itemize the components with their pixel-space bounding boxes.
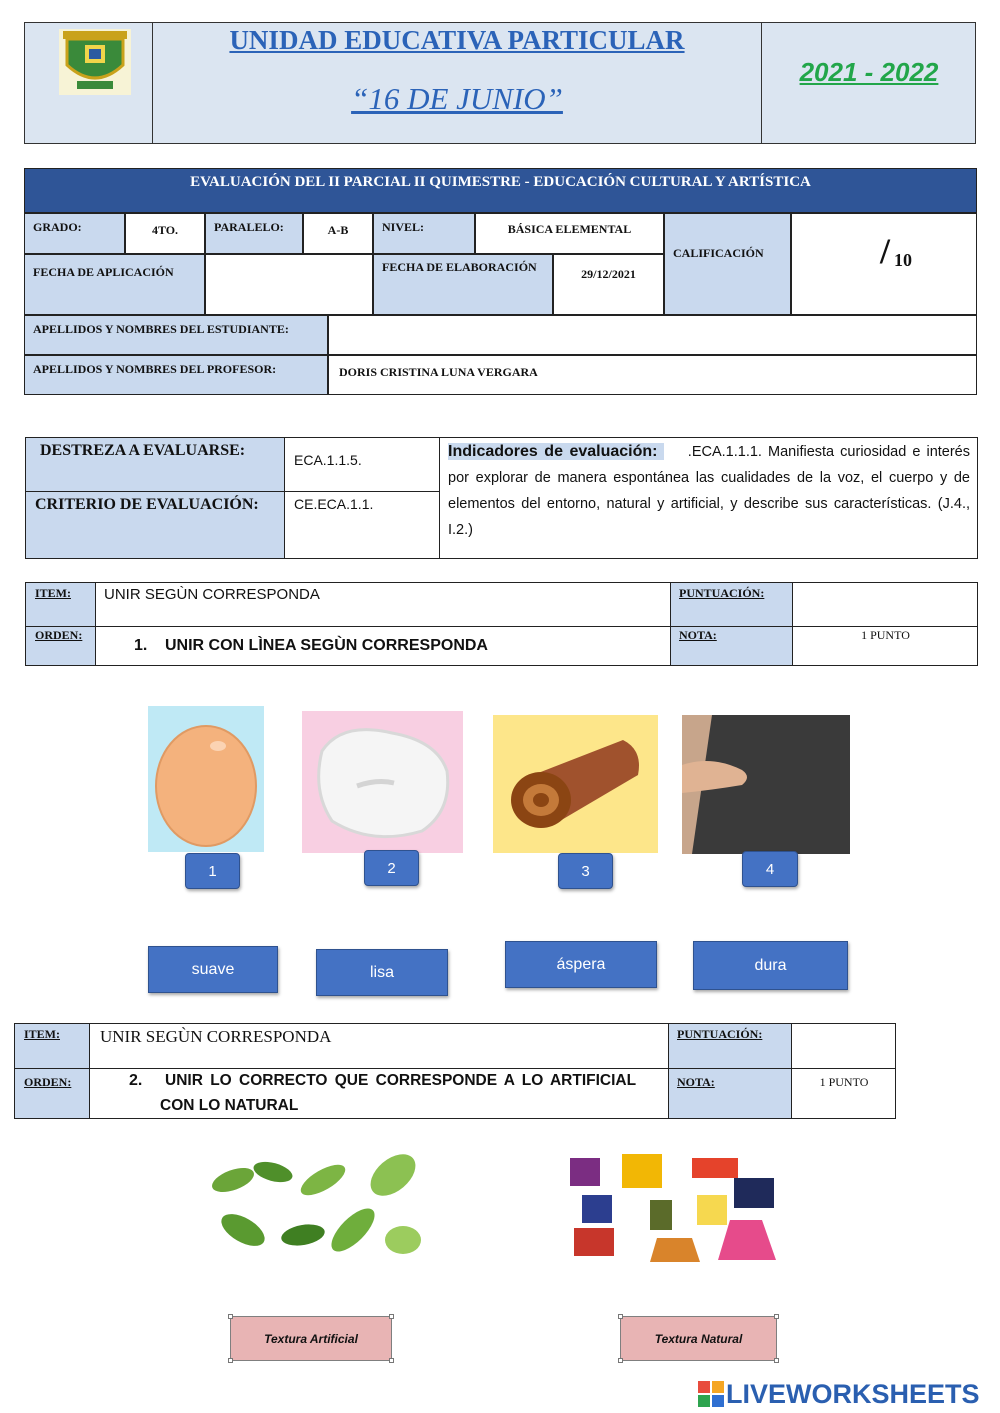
indicadores-label: Indicadores de evaluación: <box>448 443 664 460</box>
fecha-elaboracion-value: 29/12/2021 <box>553 254 664 315</box>
grado-label: GRADO: <box>24 213 125 254</box>
criterio-value: CE.ECA.1.1. <box>294 496 374 512</box>
handle <box>389 1314 394 1319</box>
handle <box>228 1358 233 1363</box>
exam-info-grid <box>24 213 977 395</box>
indicadores-text: .ECA.1.1.1. Manifiesta curiosidad e interés por explorar de manera espontánea las cualidades de la voz, el cuerpo y de elementos del entorno, natural y artificial, y describe sus características. (J.4., I.2.) <box>448 444 970 538</box>
brand-text: LIVEWORKSHEETS <box>726 1378 980 1409</box>
leaves-picture <box>203 1150 423 1270</box>
clothes-picture <box>562 1150 788 1268</box>
handle <box>389 1358 394 1363</box>
handle <box>774 1358 779 1363</box>
paralelo-label: PARALELO: <box>205 213 303 254</box>
word-lisa: lisa <box>316 949 448 996</box>
item2-orden-label: ORDEN: <box>24 1075 72 1089</box>
destreza-label: DESTREZA A EVALUARSE: <box>40 442 246 459</box>
indicators-divider <box>439 438 440 558</box>
handle <box>774 1314 779 1319</box>
school-years: 2021 - 2022 <box>799 57 939 87</box>
item1-table <box>25 582 978 666</box>
egg-picture <box>148 706 264 852</box>
item1-hdivider <box>26 626 977 627</box>
item1-orden-label: ORDEN: <box>35 628 83 642</box>
pillow-picture <box>302 711 463 853</box>
item2-item-label: ITEM: <box>24 1027 60 1041</box>
number-2: 2 <box>364 850 419 886</box>
criteria-table <box>25 437 978 559</box>
calificacion-slash: / <box>880 231 891 271</box>
estudiante-field[interactable] <box>328 315 977 355</box>
calificacion-label: CALIFICACIÓN <box>664 213 791 315</box>
mid-divider <box>285 491 440 492</box>
calificacion-box <box>791 213 977 315</box>
item1-nota-label: NOTA: <box>679 628 717 642</box>
log-picture <box>493 715 658 853</box>
item1-puntuacion-label: PUNTUACIÓN: <box>679 586 765 600</box>
fecha-elaboracion-label: FECHA DE ELABORACIÓN <box>373 254 553 315</box>
item2-orden-number: 2. <box>129 1072 143 1089</box>
fecha-aplicacion-label: FECHA DE APLICACIÓN <box>24 254 205 315</box>
liveworksheets-brand <box>698 1378 994 1410</box>
item1-item-label: ITEM: <box>35 586 71 600</box>
handle <box>228 1314 233 1319</box>
item1-item-value: UNIR SEGÙN CORRESPONDA <box>104 586 320 603</box>
item2-orden-line2: CON LO NATURAL <box>160 1097 299 1114</box>
profesor-label: APELLIDOS Y NOMBRES DEL PROFESOR: <box>24 355 328 395</box>
number-1: 1 <box>185 853 240 889</box>
item2-item-value: UNIR SEGÙN CORRESPONDA <box>100 1027 332 1046</box>
item2-puntuacion-label: PUNTUACIÓN: <box>677 1027 763 1041</box>
item2-orden-line1: UNIR LO CORRECTO QUE CORRESPONDE A LO ARTIFICIAL <box>165 1072 637 1089</box>
school-header <box>24 22 976 144</box>
grado-value: 4TO. <box>125 213 205 254</box>
nivel-label: NIVEL: <box>373 213 475 254</box>
criterio-label: CRITERIO DE EVALUACIÓN: <box>35 496 259 513</box>
number-3: 3 <box>558 853 613 889</box>
number-4: 4 <box>742 851 798 887</box>
word-aspera: áspera <box>505 941 657 988</box>
handle <box>618 1314 623 1319</box>
estudiante-label: APELLIDOS Y NOMBRES DEL ESTUDIANTE: <box>24 315 328 355</box>
textura-artificial-box: Textura Artificial <box>230 1316 392 1361</box>
item1-nota-value: 1 PUNTO <box>861 628 910 642</box>
school-name: UNIDAD EDUCATIVA PARTICULAR <box>229 25 685 55</box>
profesor-value: DORIS CRISTINA LUNA VERGARA <box>328 355 977 395</box>
destreza-value: ECA.1.1.5. <box>294 452 362 468</box>
left-divider <box>26 491 285 492</box>
logo-cell <box>25 23 153 143</box>
item1-orden-value: UNIR CON LÌNEA SEGÙN CORRESPONDA <box>165 637 488 654</box>
item2-nota-value: 1 PUNTO <box>819 1075 869 1089</box>
school-motto: “16 DE JUNIO” <box>351 81 563 116</box>
fecha-aplicacion-field[interactable] <box>205 254 373 315</box>
item2-table <box>14 1023 896 1119</box>
item1-orden-number: 1. <box>134 637 148 654</box>
item2-hdivider <box>15 1068 895 1069</box>
exam-title-bar: EVALUACIÓN DEL II PARCIAL II QUIMESTRE - EDUCACIÓN CULTURAL Y ARTÍSTICA <box>24 168 977 213</box>
liveworksheets-logo-icon <box>698 1381 724 1407</box>
school-logo-icon <box>59 29 131 95</box>
textura-natural-box: Textura Natural <box>620 1316 777 1361</box>
handle <box>618 1358 623 1363</box>
paralelo-value: A-B <box>303 213 373 254</box>
sandpaper-picture <box>682 715 850 854</box>
indicadores-block <box>448 439 970 543</box>
word-dura: dura <box>693 941 848 990</box>
calificacion-total: 10 <box>894 250 912 270</box>
word-suave: suave <box>148 946 278 993</box>
item2-nota-label: NOTA: <box>677 1075 715 1089</box>
nivel-value: BÁSICA ELEMENTAL <box>475 213 664 254</box>
